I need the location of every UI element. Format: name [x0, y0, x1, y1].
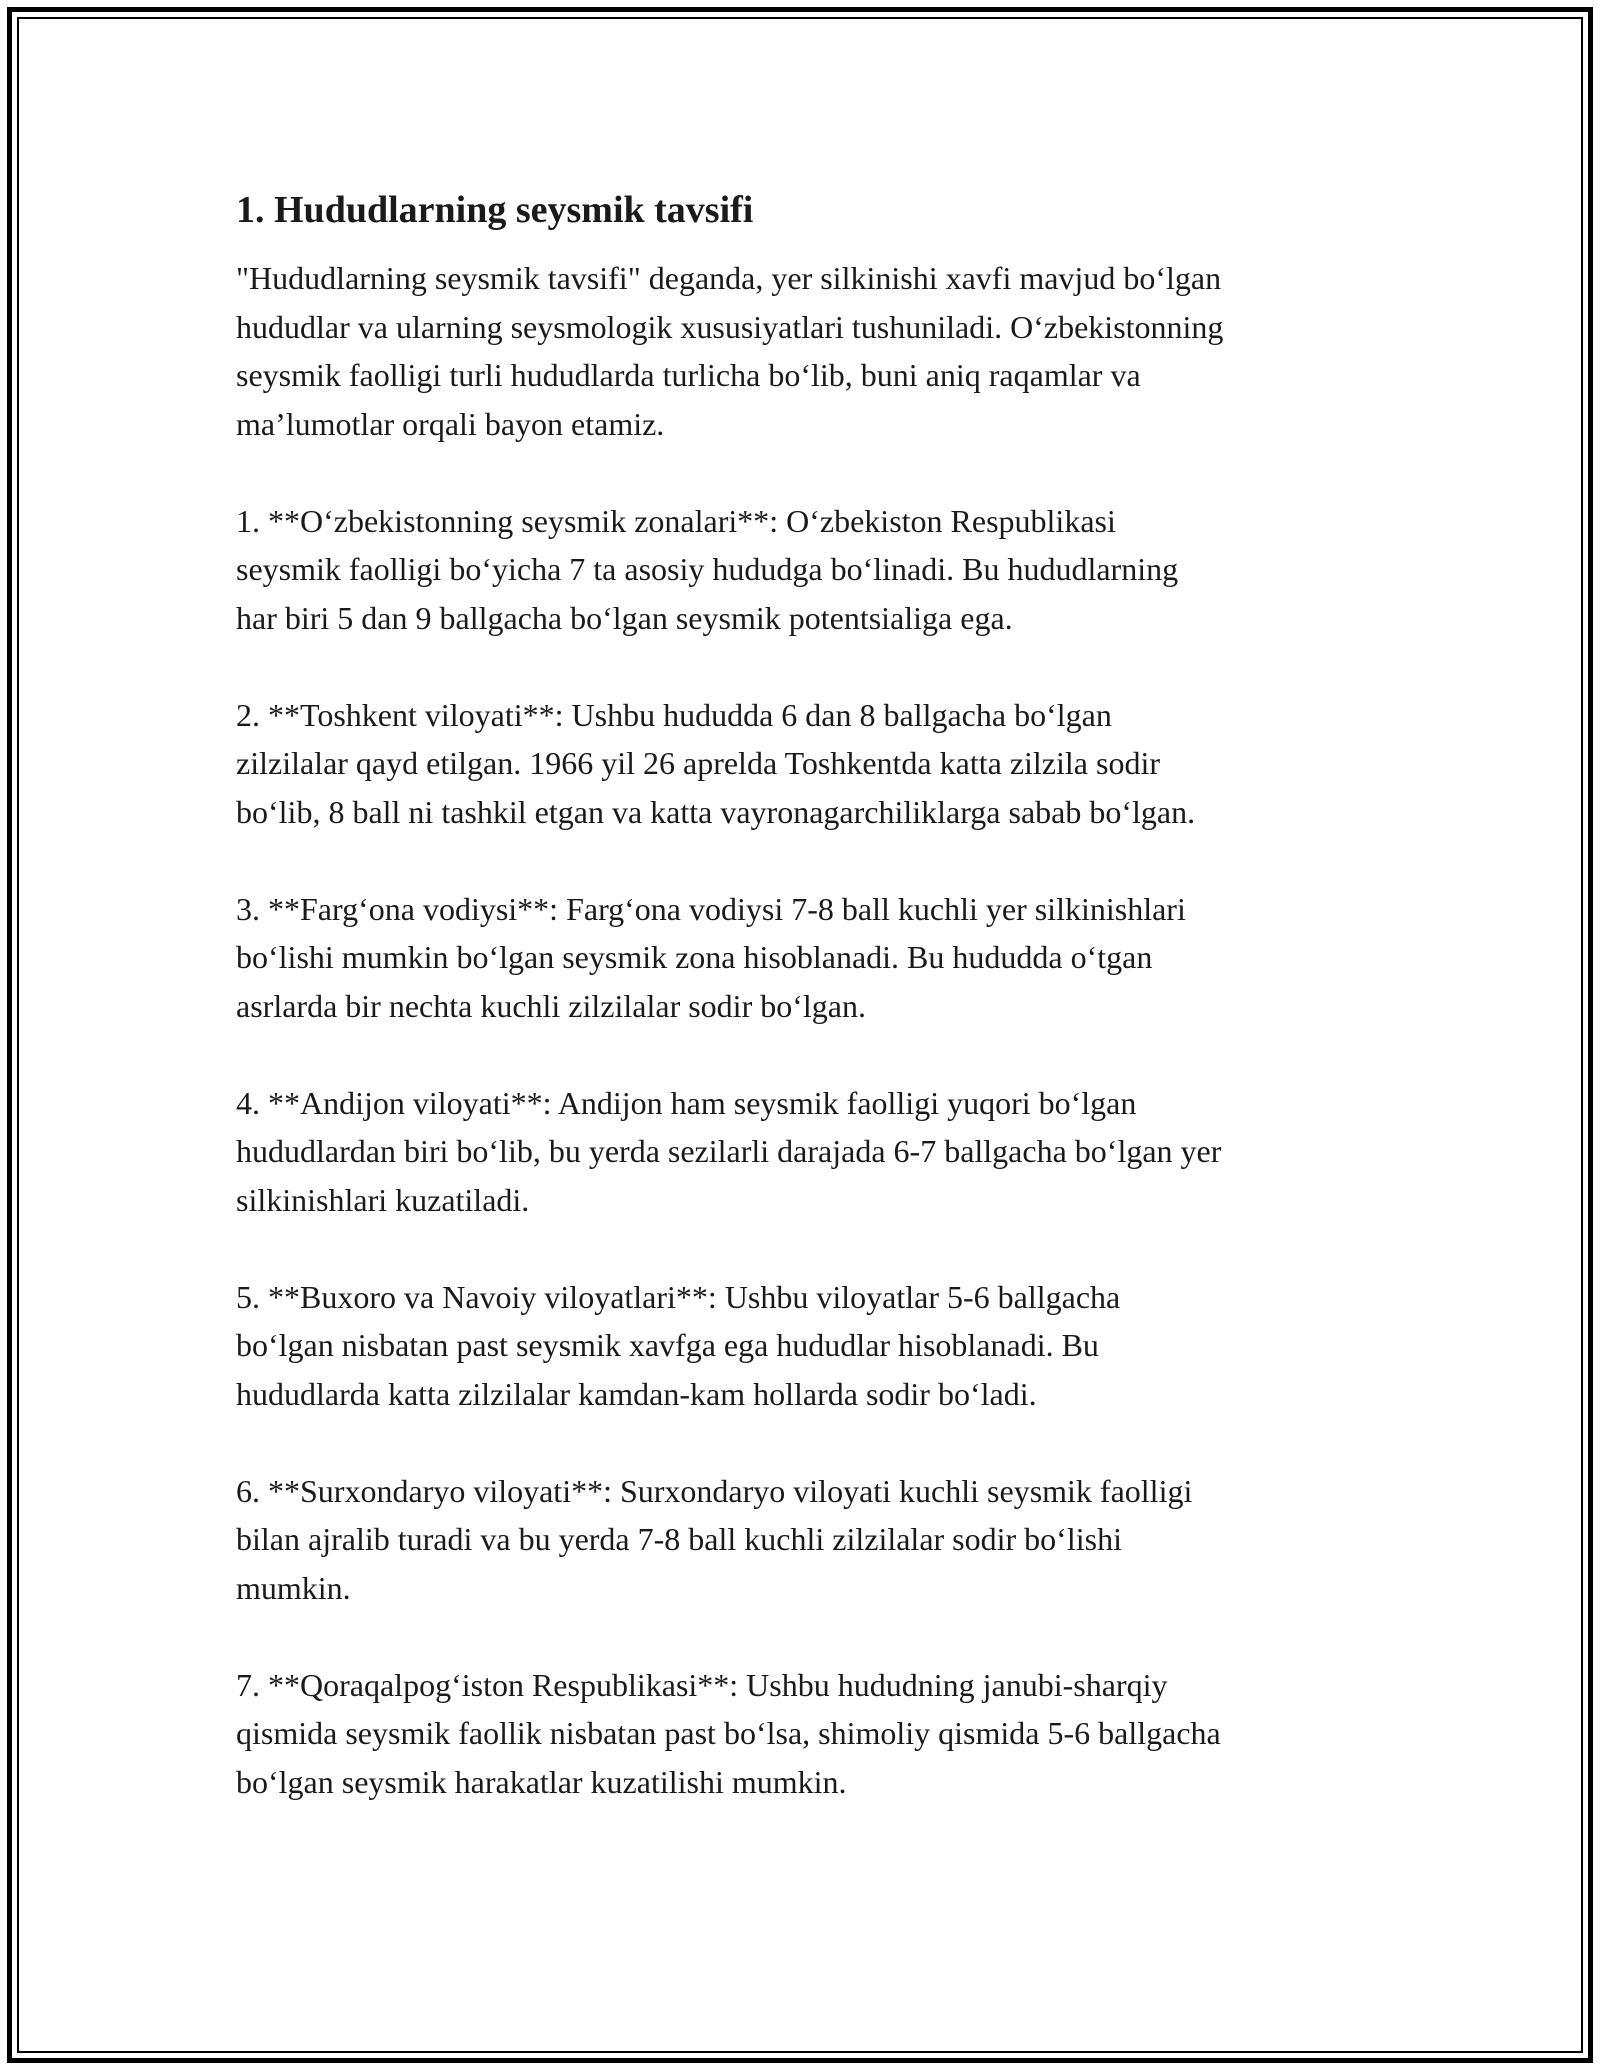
list-item-tashkent: 2. **Toshkent viloyati**: Ushbu hududda 6 dan 8 ballgacha bo‘lgan zilzilalar qayd etilgan. 1966 yil 26 aprelda Toshkentda katta zilzila sodir bo‘lib, 8 ball ni tashkil etgan va katta vayronagarchiliklarga sabab bo‘lgan. — [236, 696, 1196, 830]
list-item-fergana: 3. **Farg‘ona vodiysi**: Farg‘ona vodiysi 7-8 ball kuchli yer silkinishlari bo‘lishi mumkin bo‘lgan seysmik zona hisoblanadi. Bu hududda o‘tgan asrlarda bir nechta kuchli zilzilalar sodir bo‘lgan. — [236, 890, 1186, 1024]
document-body — [236, 184, 1386, 1855]
list-item-andijan: 4. **Andijon viloyati**: Andijon ham seysmik faolligi yuqori bo‘lgan hududlardan biri bo‘lib, bu yerda sezilarli darajada 6-7 ballgacha bo‘lgan yer silkinishlari kuzatiladi. — [236, 1084, 1222, 1218]
section-heading: 1. Hududlarning seysmik tavsifi — [236, 189, 754, 231]
intro-paragraph: "Hududlarning seysmik tavsifi" deganda, yer silkinishi xavfi mavjud bo‘lgan hududlar va ularning seysmologik xususiyatlari tushuniladi. O‘zbekistonning seysmik faolligi turli hududlarda turlicha bo‘lib, buni aniq raqamlar va ma’lumotlar orqali bayon etamiz. — [236, 260, 1224, 442]
list-item-uzbekistan-zones: 1. **O‘zbekistonning seysmik zonalari**: O‘zbekiston Respublikasi seysmik faolligi bo‘yicha 7 ta asosiy hududga bo‘linadi. Bu hududlarning har biri 5 dan 9 ballgacha bo‘lgan seysmik potentsialiga ega. — [236, 502, 1179, 636]
list-item-surkhandarya: 6. **Surxondaryo viloyati**: Surxondaryo viloyati kuchli seysmik faolligi bilan ajralib turadi va bu yerda 7-8 ball kuchli zilzilalar sodir bo‘lishi mumkin. — [236, 1472, 1193, 1606]
list-item-karakalpakstan: 7. **Qoraqalpog‘iston Respublikasi**: Ushbu hududning janubi-sharqiy qismida seysmik faollik nisbatan past bo‘lsa, shimoliy qismida 5-6 ballgacha bo‘lgan seysmik harakatlar kuzatilishi mumkin. — [236, 1666, 1221, 1800]
list-item-bukhara-navoi: 5. **Buxoro va Navoiy viloyatlari**: Ushbu viloyatlar 5-6 ballgacha bo‘lgan nisbatan past seysmik xavfga ega hududlar hisoblanadi. Bu hududlarda katta zilzilalar kamdan-kam hollarda sodir bo‘ladi. — [236, 1278, 1121, 1412]
